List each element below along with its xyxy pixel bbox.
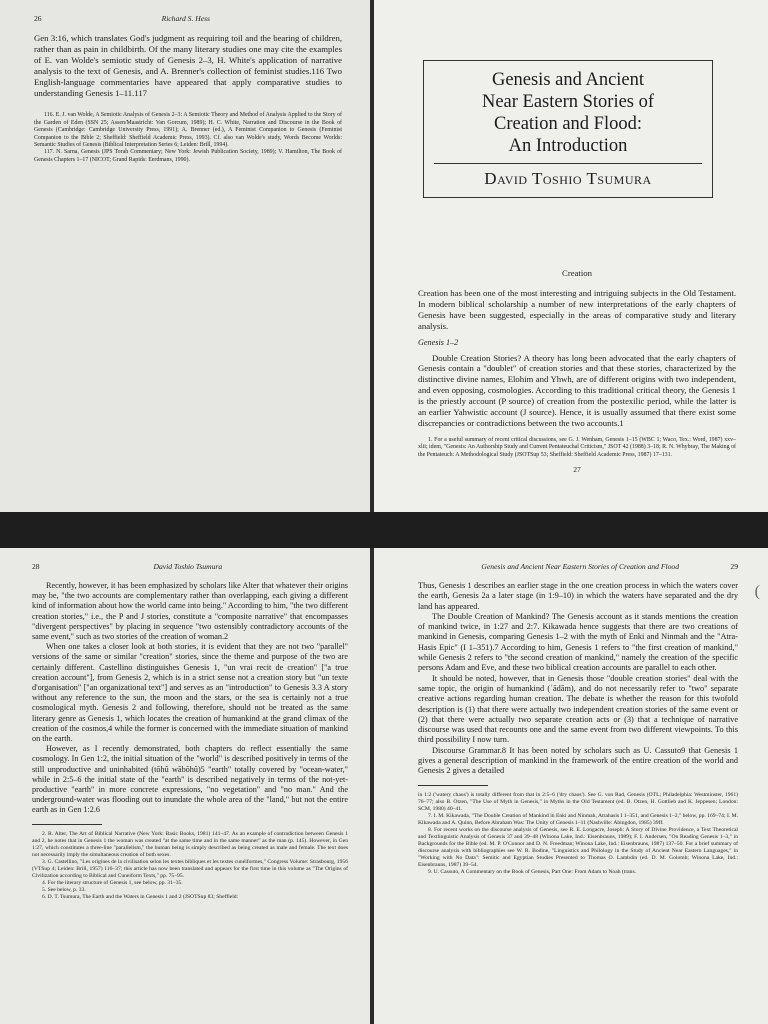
paragraph: Gen 3:16, which translates God's judgment as requiring toil and the bearing of children, rather than as pain in childbirth. Of the many literary studies one may cite the examples of E. van Wolde's semiotic study of Genesis 2–3, H. White's application of narrative analysis to the text of Genesis, and A. Brenner's collection of feminist studies.116 Two English-language commentaries have appeared that apply comparative studies to understanding Genesis 1–11.117	[34, 33, 342, 98]
footnote: 5. See below, p. 33.	[42, 886, 86, 893]
footnote: 9. U. Cassuto, A Commentary on the Book of Genesis, Part One: From Adam to Noah (trans.	[428, 868, 637, 875]
title-rule	[434, 163, 702, 164]
title-line: Genesis and Ancient	[491, 70, 645, 90]
footnotes	[418, 792, 738, 876]
footnotes	[34, 112, 342, 164]
page-number: 28	[32, 562, 40, 571]
footnote-rule	[418, 785, 488, 786]
body-text	[34, 33, 342, 98]
paragraph: Creation has been one of the most interesting and intriguing subjects in the Old Testament. In modern biblical scholarship a number of new interpretations of the early chapters of Genesis have been suggested, especially in the areas of comparative study and literary analysis.	[418, 288, 736, 331]
chapter-title	[434, 69, 702, 157]
page-number: 27	[573, 465, 581, 475]
footnote: 4. For the literary structure of Genesis 1, see below, pp. 31–35.	[42, 879, 183, 886]
paragraph: It should be noted, however, that in Genesis those "double creation stories" deal with the same topic, the origin of humankind (ʾādām), and do not necessarily refer to "two" separate creative actions regarding human creation. The debate is whether the reason for this twofold description is (1) that there were actually two independent creation stories of the same event or (2) that there were actually two separate creation acts or (3) that a technique of narrative discourse was used that recounts one and the same event from two different viewpoints. To this third possibility I now turn.	[418, 673, 738, 745]
paragraph: The Double Creation of Mankind? The Genesis account as it stands mentions the creation of mankind twice, in 1:27 and 2:7. Kikawada hence suggests that there are two creations of mankind in Genesis, comparing Genesis 1–2 with the myth of Enki and Ninmah and the "Atra-Hasis Epic" (I 1–351).7 According to him, Genesis 1 refers to "the first creation of mankind," while Genesis 2 refers to "the second creation of mankind," namely the creation of the specific persons Adam and Eve, and these two biblical creation accounts are parallel to each other.	[418, 611, 738, 673]
body-text	[32, 581, 348, 816]
page-27	[374, 0, 768, 512]
footnote: in 1:2 ('watery chaos') is totally different from that in 2:5–6 ('dry chaos'). See G. von Rad, Genesis (OTL; Philadelphia: Westminster, 1961) 76–77; also B. Otzen, "The Use of Myth in Genesis," in Myths in the Old Testament (ed. B. Otzen, H. Gottlieb and K. Jeppesen; London: SCM, 1980) 40–41.	[418, 791, 738, 812]
footnote: 8. For recent works on the discourse analysis of Genesis, see R. E. Longacre, Joseph: A Story of Divine Providence, a Text Theoretical and Textlinguistic Analysis of Genesis 37 and 39–48 (Winona Lake, Ind.: Eisenbrauns, 1989); F. I. Andersen, "On Reading Genesis 1–3," in Backgrounds for the Bible (ed. M. P. O'Connor and D. N. Freedman; Winona Lake, Ind.: Eisenbrauns, 1987) 137–50. For a brief summary of discourse analysis with bibliographies see W. R. Bodine, "Linguistics and Philology in the Study of Ancient Near Eastern Languages," in "Working with No Data": Semitic and Egyptian Studies Presented to Thomas O. Lambdin (ed. D. M. Golomb; Winona Lake, Ind.: Eisenbrauns, 1987) 39–54.	[418, 826, 738, 868]
paragraph: When one takes a closer look at both stories, it is evident that they are not two "parallel" versions of the same or similar "creation" stories, since the theme and purpose of the two are certainly different. Castellino distinguishes Genesis 1, "un vrai recit de creation" ["a true creation account"], from Genesis 2, which is in a strict sense not a creation story but "un texte d'organisation" ["an organizational text"] and serves as an "introduction" to Genesis 3.3 A story without any reference to the sun, the moon and the stars, or the sea is certainly not a true cosmological myth. Genesis 2 and following, therefore, should not be treated as the same literary genre as Genesis 1, which locates the creation of humankind at the grand climax of the creation of the cosmos,4 while the former is concerned with the immediate situation of mankind on the earth.	[32, 642, 348, 744]
title-line: Near Eastern Stories of	[481, 92, 655, 112]
paragraph: Recently, however, it has been emphasized by scholars like Alter that whatever their origins may be, "the two accounts are complementary rather than overlapping, each giving a different kind of information about how the world came into being." According to him, "the two different creation stories," i.e., the P and J stories, constitute a "composite narrative" that encompasses "divergent perspectives" by placing in sequence "two ostensibly contradictory accounts of the same event," such as two stories of the creation of woman.2	[32, 581, 348, 642]
footnote: 7. I. M. Kikawada, "The Double Creation of Mankind in Enki and Ninmah, Atrahasis I 1–351, and Genesis 1–2," below, pp. 169–74; I. M. Kikawada and A. Quinn, Before Abraham Was: The Unity of Genesis 1–11 (Nashville: Abingdon, 1985) 39ff.	[418, 812, 738, 826]
body-text	[418, 288, 736, 429]
running-head: Richard S. Hess	[161, 14, 211, 23]
body-text	[418, 581, 738, 777]
running-head: Genesis and Ancient Near Eastern Stories of Creation and Flood	[481, 562, 680, 571]
paragraph: Thus, Genesis 1 describes an earlier stage in the one creation process in which the waters cover the earth, Genesis 2a a later stage (in 1:9–10) in which the waters have separated and the dry land has appeared.	[418, 581, 738, 611]
footnote: 116. E. J. van Wolde, A Semiotic Analysis of Genesis 2–3: A Semiotic Theory and Method of Analysis Applied to the Story of the Garden of Eden (SSN 25; Assen/Maastricht: Van Gorcum, 1989); H. C. White, Narration and Discourse in the Book of Genesis (Cambridge: Cambridge University Press, 1991); A. Brenner (ed.), A Feminist Companion to Genesis (Feminist Companion to the Bible 2; Sheffield: Sheffield Academic Press, 1993). Cf. also van Wolde's study, Words Become Worlds: Semantic Studies of Genesis (Biblical Interpretation Series 6; Leiden: Brill, 1994).	[34, 112, 342, 149]
page-number: 29	[730, 562, 738, 571]
page-header	[418, 562, 738, 571]
page-number: 26	[34, 14, 42, 23]
paragraph: Discourse Grammar.8 It has been noted by scholars such as U. Cassuto9 that Genesis 1 gives a general description of mankind in the framework of the entire creation of the world and Genesis 2 gives a detailed	[418, 745, 738, 776]
title-line: An Introduction	[508, 136, 628, 156]
paragraph: Double Creation Stories? A theory has long been advocated that the early chapters of Genesis contain a "doublet" of creation stories and that these stories, characterized by the distinctive divine names, Elohim and Yhwh, are of different origins with two independent, and even opposing, cosmologies. According to this traditional critical theory, the Genesis 1 is the priestly account (P source) of creation from the postexilic period, while the latter is an earlier Yahwistic account (J source). Hence, it is usually assumed that there exist some discrepancies or contradictions between the two accounts.1	[418, 352, 736, 428]
footnote: 2. R. Alter, The Art of Biblical Narrative (New York: Basic Books, 1981) 141–47. As an example of contradiction between Genesis 1 and 2, he notes that in Genesis 1 the woman was created "at the same time and in the same manner" as the man (p. 145). However, in Gen 1:27, which constitutes a three-line "parallelism," the human being is simply described as being created as male and female. The text does not necessarily imply the simultaneous creation of both sexes.	[32, 830, 348, 858]
footnotes	[418, 437, 736, 459]
page-29	[374, 548, 768, 1024]
page-header	[34, 14, 342, 23]
section-heading: Creation	[562, 268, 592, 278]
page-28	[0, 548, 370, 1024]
footnotes	[32, 831, 348, 901]
running-head: David Toshio Tsumura	[153, 562, 223, 571]
paragraph: However, as I recently demonstrated, both chapters do reflect essentially the same cosmology. In Gen 1:2, the initial situation of the "world" is described positively in terms of the still unproductive and uninhabited (tōhû wābōhû)5 "earth" totally covered by "ocean-water," while in 2:5–6 the initial state of the "earth" is described negatively in terms of the not-yet-productive "earth" in more concrete expressions, "no vegetation" and "no man." And the underground-water was flooding out to inundate the whole area of the "land," but not the entire earth as in Gen 1:2.6	[32, 744, 348, 815]
margin-pencil-mark: (	[754, 583, 760, 600]
footnote: 117. N. Sarna, Genesis (JPS Torah Commentary; New York: Jewish Publication Society, 1989); V. Hamilton, The Book of Genesis Chapters 1–17 (NICOT; Grand Rapids: Eerdmans, 1990).	[34, 149, 342, 163]
footnote: 3. G. Castellino, "Les origines de la civilisation selon les textes bibliques et les textes cunéiformes," Congress Volume: Strasbourg, 1956 (VTSup 4; Leiden: Brill, 1957) 116–37; this article has now been translated and appears for the first time in this volume as "The Origins of Civilization according to Biblical and Cuneiform Texts," pp. 75–95.	[32, 858, 348, 879]
subheading: Genesis 1–2	[418, 337, 459, 347]
author-name: David Toshio Tsumura	[484, 169, 652, 188]
page-26	[0, 0, 370, 512]
footnote-rule	[32, 824, 102, 825]
page-gap	[0, 512, 768, 548]
chapter-title-box	[423, 60, 713, 198]
footnote: 1. For a useful summary of recent critical discussions, see G. J. Wenham, Genesis 1–15 (WBC 1; Waco, Tex.: Word, 1987) xxv–xlii; idem, "Genesis: An Authorship Study and Current Pentateuchal Criticism," JSOT 42 (1988) 3–18; R. N. Whybray, The Making of the Pentateuch: A Methodological Study (JSOTSup 53; Sheffield: Sheffield Academic Press, 1987) 17–131.	[418, 436, 736, 458]
page-header	[32, 562, 348, 571]
footnote: 6. D. T. Tsumura, The Earth and the Waters in Genesis 1 and 2 (JSOTSup 83; Sheffield:	[42, 893, 239, 900]
title-line: Creation and Flood:	[494, 114, 642, 134]
